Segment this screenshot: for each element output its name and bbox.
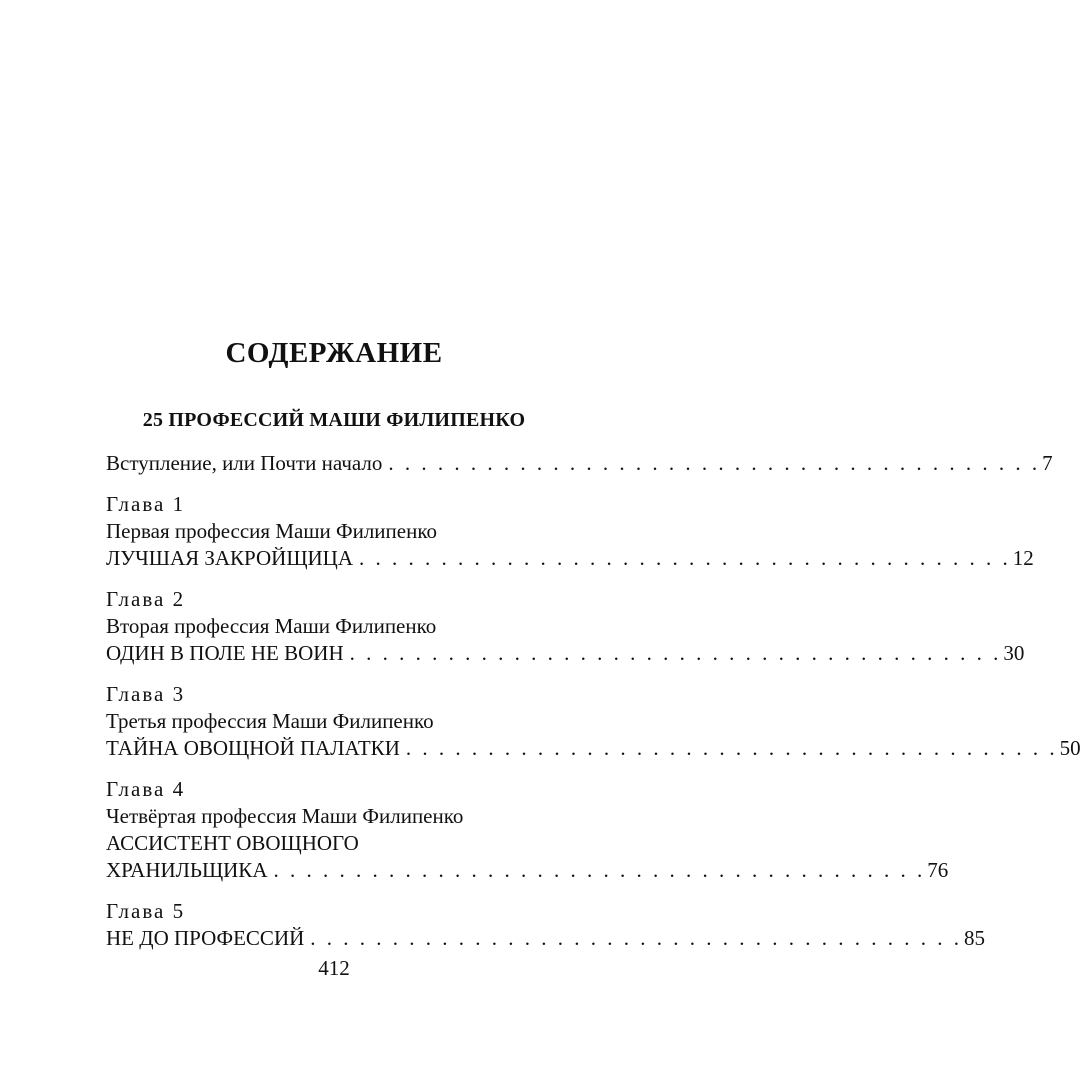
toc-page-number: 30 — [1003, 641, 1025, 665]
chapter-subtitle: Четвёртая профессия Маши Филипенко — [106, 804, 464, 828]
toc-page-number: 7 — [1042, 451, 1053, 475]
chapter-subtitle: Вторая профессия Маши Филипенко — [106, 614, 437, 638]
toc-entry-chapter-5 — [106, 898, 986, 952]
toc-page-number: 12 — [1012, 546, 1034, 570]
page-title: СОДЕРЖАНИЕ — [225, 337, 443, 369]
toc-entry-intro — [106, 450, 1053, 477]
toc-line — [106, 450, 1053, 477]
chapter-title: ЛУЧШАЯ ЗАКРОЙЩИЦА — [106, 546, 354, 570]
toc-line — [106, 545, 1034, 572]
toc-entry-chapter-3 — [106, 681, 1081, 762]
toc-entry-chapter-1 — [106, 491, 1034, 572]
toc-page-number: 50 — [1059, 736, 1081, 760]
dot-leader: . . . . . . . . . . . . . . . . . . . . . . . . . . . . . . . . . . . . . . . . — [405, 736, 1058, 760]
dot-leader: . . . . . . . . . . . . . . . . . . . . . . . . . . . . . . . . . . . . . . . . — [310, 926, 963, 950]
chapter-label: Глава 3 — [106, 682, 186, 706]
chapter-title: ТАЙНА ОВОЩНОЙ ПАЛАТКИ — [106, 736, 400, 760]
chapter-title: НЕ ДО ПРОФЕССИЙ — [106, 926, 305, 950]
chapter-title: ОДИН В ПОЛЕ НЕ ВОИН — [106, 641, 344, 665]
toc-line — [106, 857, 949, 884]
toc-line — [106, 640, 1025, 667]
dot-leader: . . . . . . . . . . . . . . . . . . . . . . . . . . . . . . . . . . . . . . . . — [349, 641, 1002, 665]
chapter-subtitle: Первая профессия Маши Филипенко — [106, 519, 437, 543]
section-title: 25 ПРОФЕССИЙ МАШИ ФИЛИПЕНКО — [142, 409, 526, 431]
table-of-contents — [106, 450, 1081, 952]
dot-leader: . . . . . . . . . . . . . . . . . . . . . . . . . . . . . . . . . . . . . . . . — [273, 858, 926, 882]
toc-line — [106, 735, 1081, 762]
toc-page-number: 76 — [927, 858, 949, 882]
chapter-title-line-1: АССИСТЕНТ ОВОЩНОГО — [106, 831, 359, 855]
chapter-label: Глава 2 — [106, 587, 186, 611]
chapter-title-line-2: ХРАНИЛЬЩИКА — [106, 858, 268, 882]
chapter-subtitle: Третья профессия Маши Филипенко — [106, 709, 434, 733]
dot-leader: . . . . . . . . . . . . . . . . . . . . . . . . . . . . . . . . . . . . . . . . — [359, 546, 1011, 570]
toc-line — [106, 925, 986, 952]
toc-entry-chapter-4 — [106, 776, 949, 884]
page-number: 412 — [318, 956, 350, 980]
dot-leader: . . . . . . . . . . . . . . . . . . . . . . . . . . . . . . . . . . . . . . . . — [388, 451, 1041, 475]
toc-page-number: 85 — [964, 926, 986, 950]
chapter-label: Глава 4 — [106, 777, 186, 801]
toc-entry-chapter-2 — [106, 586, 1025, 667]
toc-entry-title: Вступление, или Почти начало — [106, 451, 383, 475]
chapter-label: Глава 5 — [106, 899, 186, 923]
chapter-label: Глава 1 — [106, 492, 186, 516]
